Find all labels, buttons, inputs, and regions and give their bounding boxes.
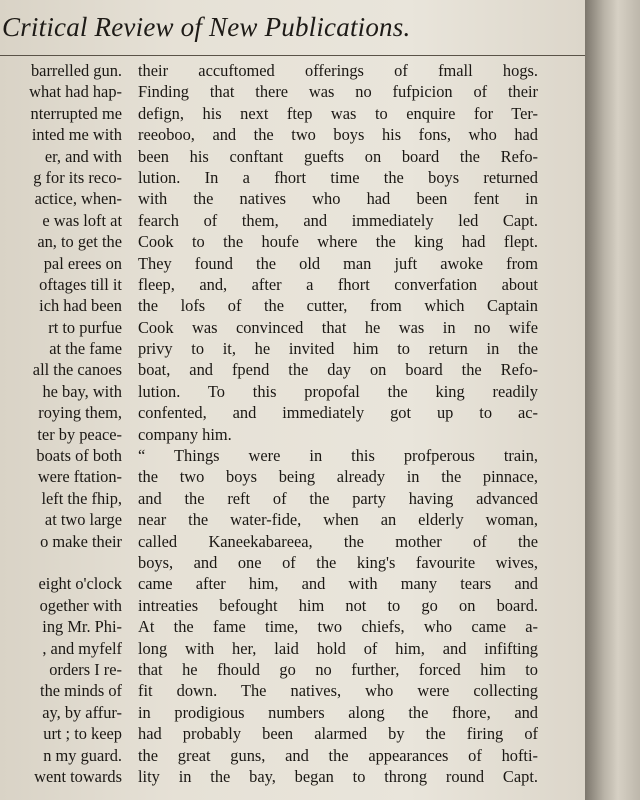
text-line: pal erees on	[43, 253, 122, 273]
text-line: reeoboo, and the two boys his fons, who had	[138, 125, 538, 145]
text-line: e was loft at	[42, 210, 122, 230]
text-line: had probably been alarmed by the firing of	[138, 724, 538, 744]
text-line: orders I re-	[49, 659, 122, 679]
text-line: that he fhould go no further, forced him to	[138, 659, 538, 679]
text-line: fearch of them, and immediately led Capt.	[138, 210, 538, 230]
text-line: inted me with	[31, 125, 122, 145]
text-line: called Kaneekabareea, the mother of the	[138, 531, 538, 551]
text-line: barrelled gun.	[30, 61, 122, 80]
text-line: nterrupted me	[30, 103, 122, 123]
text-line: o make their	[40, 531, 122, 551]
text-line: the great guns, and the appearances of hofti-	[138, 745, 538, 765]
text-line: boats of both	[36, 446, 122, 466]
text-line: confented, and immediately got up to ac-	[138, 403, 538, 423]
text-line: ing Mr. Phi-	[42, 617, 122, 637]
text-line: at the fame	[49, 339, 122, 359]
text-line: the minds of	[40, 681, 122, 701]
text-line: At the fame time, two chiefs, who came a-	[138, 617, 538, 637]
text-line: near the water-fide, when an elderly woman,	[138, 510, 538, 530]
header-rule	[0, 55, 585, 56]
text-line: ay, by affur-	[42, 702, 122, 722]
text-line: company him.	[138, 424, 232, 444]
text-line: left the fhip,	[41, 488, 122, 508]
text-line: oftages till it	[39, 274, 122, 294]
text-line: at two large	[44, 510, 122, 530]
text-line: eight o'clock	[38, 574, 122, 594]
text-line: what had hap-	[29, 82, 122, 102]
text-line: n my guard.	[43, 745, 122, 765]
text-line: roying them,	[38, 403, 122, 423]
text-line: Cook was convinced that he was in no wife	[138, 317, 538, 337]
text-line: g for its reco-	[33, 167, 122, 187]
text-line: rt to purfue	[48, 317, 122, 337]
text-line: lity in the bay, began to throng round Capt.	[138, 766, 538, 786]
text-line: he bay, with	[42, 381, 122, 401]
left-text-column	[0, 60, 122, 800]
text-line: Cook to the houfe where the king had flept.	[138, 232, 538, 252]
text-line: urt ; to keep	[43, 724, 122, 744]
text-line: were ftation-	[37, 467, 122, 487]
text-line: ogether with	[39, 595, 122, 615]
text-line: an, to get the	[37, 232, 122, 252]
text-line: lution. To this propofal the king readily	[138, 381, 538, 401]
text-line: the lofs of the cutter, from which Captain	[138, 296, 538, 316]
text-line: lution. In a fhort time the boys returned	[138, 167, 538, 187]
text-line: defign, his next ftep was to enquire for Ter-	[138, 103, 538, 123]
text-line: ter by peace-	[37, 424, 122, 444]
text-line: intreaties befought him not to go on board.	[138, 595, 538, 615]
text-line: ich had been	[39, 296, 122, 316]
running-header: Critical Review of New Publications.	[2, 12, 411, 42]
text-line: all the canoes	[32, 360, 122, 380]
book-gutter	[585, 0, 640, 800]
text-line: long with her, laid hold of him, and infifting	[138, 638, 538, 658]
text-line: the two boys being already in the pinnace,	[138, 467, 538, 487]
text-line: been his conftant guefts on board the Refo-	[138, 146, 538, 166]
text-line: “ Things were in this profperous train,	[138, 446, 538, 466]
text-line: went towards	[34, 766, 122, 786]
text-line: , and myfelf	[42, 638, 122, 658]
right-text-column	[138, 60, 538, 800]
paragraph-gap	[0, 552, 122, 573]
text-line: fleep, and, after a fhort converfation about	[138, 274, 538, 294]
text-line: actice, when-	[34, 189, 122, 209]
text-line: fit down. The natives, who were collecting	[138, 681, 538, 701]
text-line: Finding that there was no fufpicion of their	[138, 82, 538, 102]
text-line: in prodigious numbers along the fhore, and	[138, 702, 538, 722]
text-line: er, and with	[44, 146, 122, 166]
text-line: came after him, and with many tears and	[138, 574, 538, 594]
text-line: their accuftomed offerings of fmall hogs.	[138, 61, 538, 80]
text-line: with the natives who had been fent in	[138, 189, 538, 209]
text-line: and the reft of the party having advanced	[138, 488, 538, 508]
text-line: boat, and fpend the day on board the Refo-	[138, 360, 538, 380]
text-line: boys, and one of the king's favourite wives,	[138, 552, 538, 572]
text-line: They found the old man juft awoke from	[138, 253, 538, 273]
text-line: privy to it, he invited him to return in the	[138, 339, 538, 359]
